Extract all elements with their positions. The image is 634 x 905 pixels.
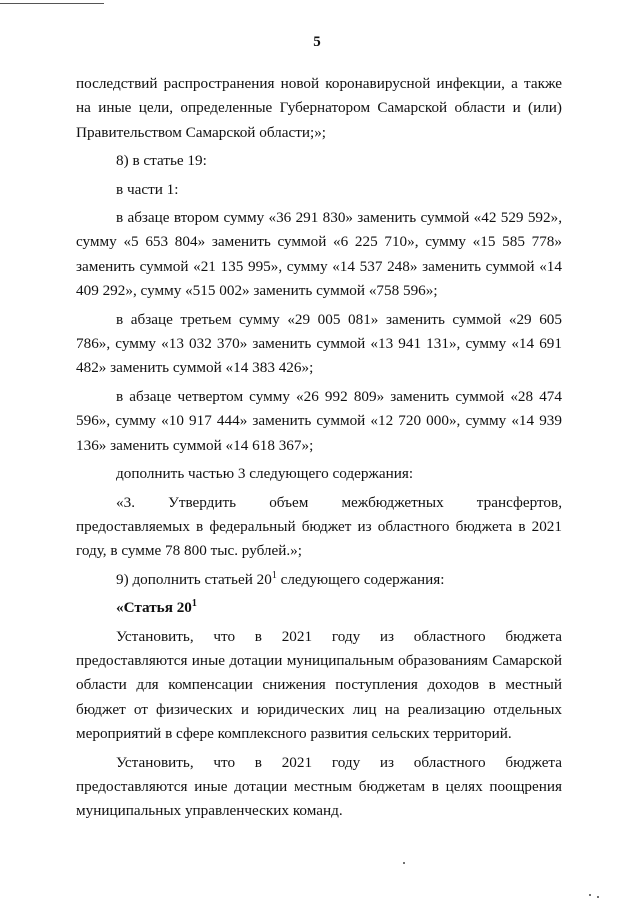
paragraph-part-3-text: «3. Утвердить объем межбюджетных трансфертов, предоставляемых в федеральный бюджет из областного бюджета в 2021 году, в сумме 78 800 тыс. рублей.»; bbox=[76, 493, 562, 560]
paragraph-abzats-3: в абзаце третьем сумму «29 005 081» заменить суммой «29 605 786», сумму «13 032 370» заменить суммой «13 941 131», сумму «14 691 482» заменить суммой «14 383 426»; bbox=[76, 310, 562, 377]
paragraph-continuation: последствий распространения новой коронавирусной инфекции, а также на иные цели, определенные Губернатором Самарской области и (или) Правительством Самарской области;»; bbox=[76, 75, 562, 141]
article-paragraph-2: Установить, что в 2021 году из областного бюджета предоставляются иные дотации местным бюджетам в целях поощрения муниципальных управленческих команд. bbox=[76, 753, 562, 820]
paragraph-part-1: в части 1: bbox=[116, 180, 179, 198]
item-9-text-before: 9) дополнить статьей 20 bbox=[116, 570, 272, 588]
item-9-text-after: следующего содержания: bbox=[276, 570, 445, 588]
scan-speck bbox=[597, 896, 599, 898]
paragraph-abzats-2: в абзаце втором сумму «36 291 830» заменить суммой «42 529 592», сумму «5 653 804» заменить суммой «6 225 710», сумму «15 585 778» заменить суммой «21 135 995», сумму «14 537 248» заменить суммой «14 409 292», сумму «515 002» заменить суммой «758 596»; bbox=[76, 209, 562, 300]
page-number: 5 bbox=[313, 34, 321, 50]
scan-speck bbox=[589, 894, 591, 896]
paragraph-item-8: 8) в статье 19: bbox=[116, 152, 207, 170]
paragraph-add-part-3: дополнить частью 3 следующего содержания: bbox=[116, 465, 414, 483]
paragraph-item-9 bbox=[76, 568, 562, 592]
article-heading-prefix: «Статья 20 bbox=[116, 599, 192, 617]
item-9-superscript: 1 bbox=[271, 569, 277, 581]
article-paragraph-1: Установить, что в 2021 году из областного бюджета предоставляются иные дотации муниципальным образованиям Самарской области для компенсации снижения поступления доходов в местный бюджет от физических и юридических лиц на реализацию отдельных мероприятий в сфере комплексного развития сельских территорий. bbox=[76, 627, 562, 743]
article-heading-superscript: 1 bbox=[191, 598, 197, 610]
scan-speck bbox=[403, 862, 405, 864]
paragraph-abzats-4: в абзаце четвертом сумму «26 992 809» заменить суммой «28 474 596», сумму «10 917 444» заменить суммой «12 720 000», сумму «14 939 136» заменить суммой «14 618 367»; bbox=[76, 387, 562, 454]
scan-corner-line bbox=[0, 3, 104, 4]
document-body bbox=[76, 72, 562, 824]
article-heading bbox=[76, 596, 562, 620]
